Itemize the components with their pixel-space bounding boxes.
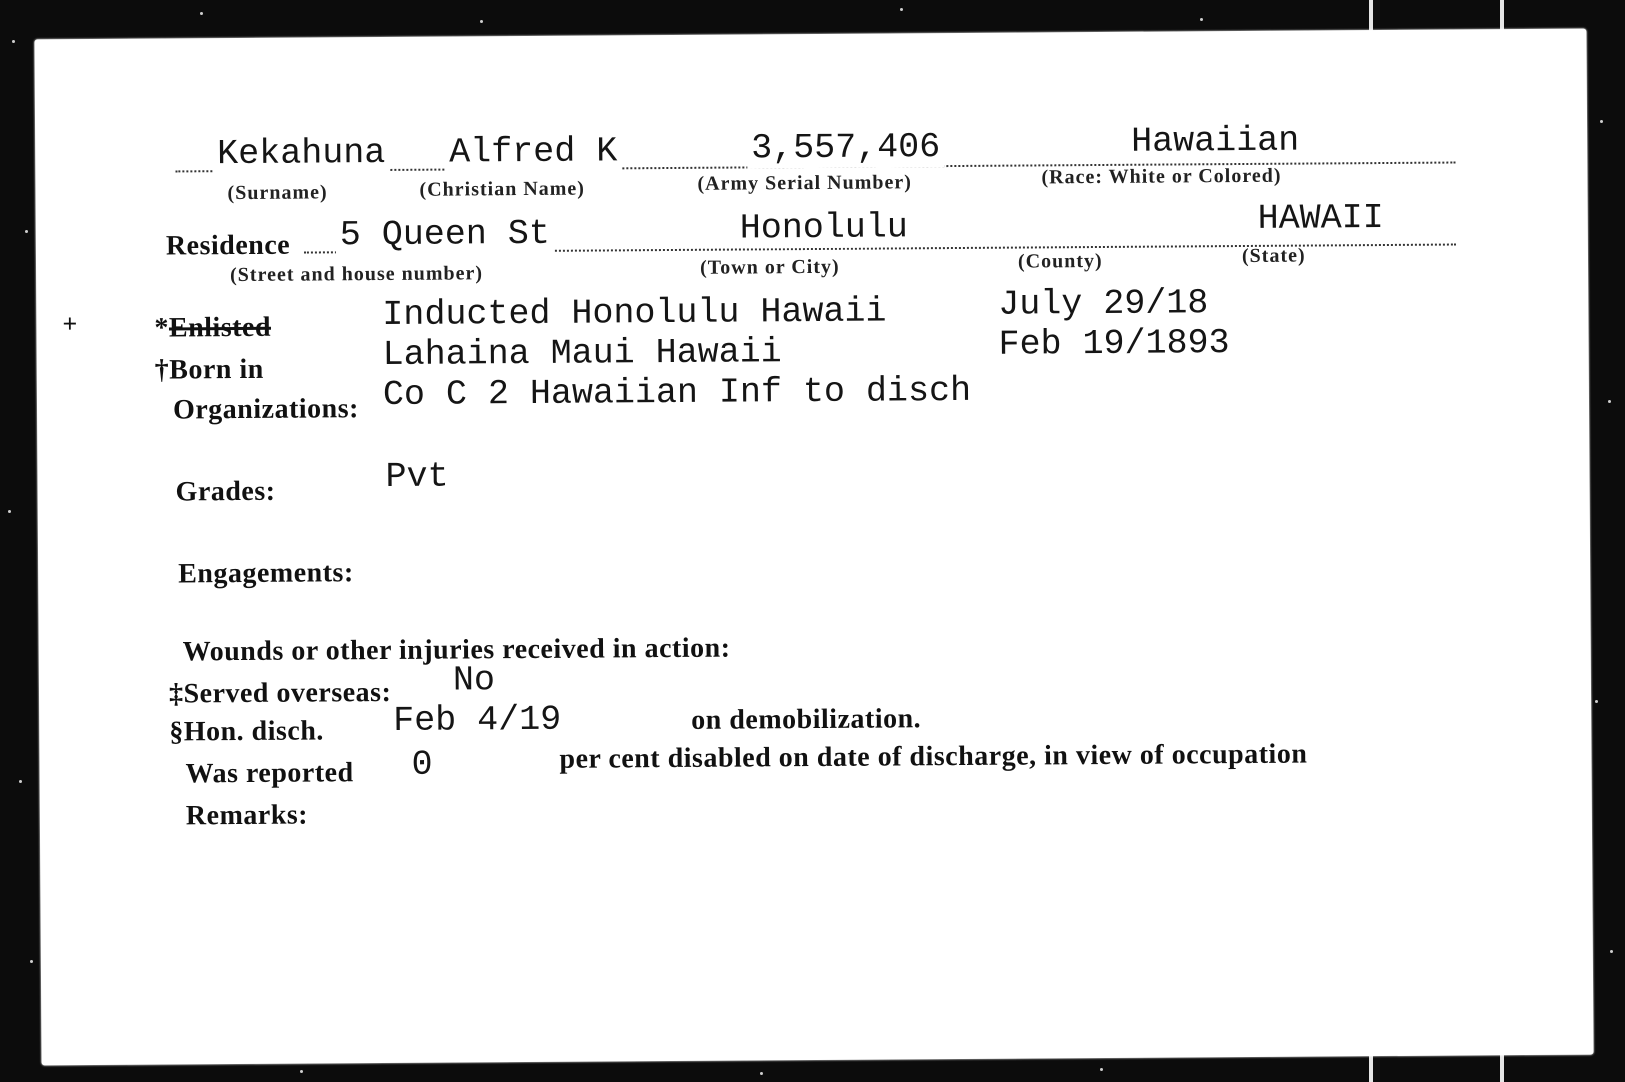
born-label: †Born in [154, 353, 264, 386]
caption-serial-number: (Army Serial Number) [697, 171, 912, 195]
hon-disch-value: Feb 4/19 [393, 699, 562, 741]
noise-dot [12, 40, 15, 43]
engagements-label: Engagements: [178, 557, 354, 590]
noise-dot [200, 12, 203, 15]
hon-disch-label: §Hon. disch. [169, 715, 324, 748]
served-overseas-label: ‡Served overseas: [168, 676, 392, 710]
noise-dot [1600, 120, 1603, 123]
grades-value: Pvt [385, 456, 449, 497]
noise-dot [760, 1072, 763, 1075]
enlisted-date: July 29/18 [998, 283, 1209, 325]
caption-surname: (Surname) [227, 181, 328, 205]
noise-dot [480, 20, 483, 23]
state-value: HAWAII [1254, 198, 1388, 239]
race-value: Hawaiian [1127, 121, 1303, 162]
residence-label: Residence [166, 230, 294, 263]
noise-dot [25, 230, 28, 233]
born-value: Lahaina Maui Hawaii [382, 332, 782, 376]
town-value: Honolulu [736, 207, 912, 248]
noise-dot [1100, 1068, 1103, 1071]
remarks-label: Remarks: [185, 799, 309, 832]
noise-dot [900, 8, 903, 11]
noise-dot [19, 780, 22, 783]
wounds-label: Wounds or other injuries received in action: [182, 632, 731, 668]
grades-label: Grades: [175, 475, 276, 508]
organizations-label: Organizations: [172, 393, 360, 426]
disability-suffix: per cent disabled on date of discharge, in view of occupation [559, 738, 1308, 775]
street-value: 5 Queen St [336, 214, 554, 256]
surname-value: Kekahuna [213, 133, 389, 174]
noise-dot [8, 510, 11, 513]
caption-state: (State) [1241, 244, 1306, 268]
noise-dot [1610, 950, 1613, 953]
noise-dot [300, 1070, 303, 1073]
caption-county: (County) [1017, 249, 1103, 273]
noise-dot [1595, 700, 1598, 703]
caption-street: (Street and house number) [230, 262, 484, 287]
served-overseas-value: No [452, 660, 496, 701]
disability-label: Was reported [185, 757, 354, 790]
noise-dot [1200, 18, 1203, 21]
enlisted-label-struck: Enlisted [168, 311, 272, 344]
hon-disch-suffix: on demobilization. [691, 703, 922, 736]
margin-mark: + [62, 309, 78, 339]
serial-number-value: 3,557,406 [747, 127, 944, 168]
caption-race: (Race: White or Colored) [1041, 164, 1282, 189]
enlisted-label-prefix: * [154, 312, 170, 344]
enlisted-label [154, 312, 271, 345]
caption-christian-name: (Christian Name) [419, 177, 586, 201]
christian-name-value: Alfred K [445, 131, 621, 172]
record-card [34, 29, 1593, 1066]
enlisted-value: Inducted Honolulu Hawaii [382, 291, 887, 336]
disability-value: 0 [411, 744, 433, 785]
noise-dot [1608, 400, 1611, 403]
noise-dot [30, 960, 33, 963]
caption-town: (Town or City) [699, 255, 840, 279]
born-date: Feb 19/1893 [998, 323, 1230, 365]
organizations-value: Co C 2 Hawaiian Inf to disch [382, 370, 972, 416]
